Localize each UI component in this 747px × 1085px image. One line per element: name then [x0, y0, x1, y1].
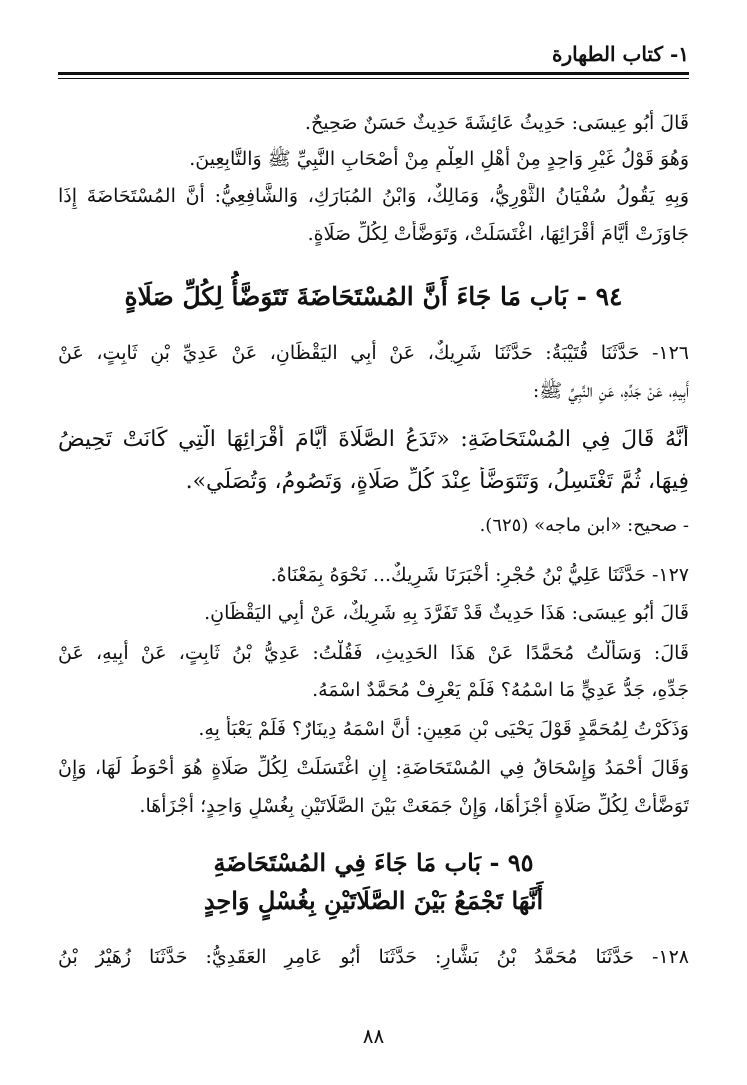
running-header-title: ١- كتاب الطهارة	[552, 42, 689, 66]
text-line: وَقَالَ أَحْمَدُ وَإِسْحَاقُ فِي المُسْتَحَاضَةِ: إِنِ اغْتَسَلَتْ لِكُلِّ صَلَاةٍ هُوَ أَحْوَطُ لَهَا، وَإِنْ	[58, 757, 689, 779]
text-line: جَدِّهِ، جَدُّ عَدِيٍّ مَا اسْمُهُ؟ فَلَمْ يَعْرِفْ مُحَمَّدٌ اسْمَهُ.	[312, 679, 689, 701]
page-number: ٨٨	[362, 1024, 385, 1048]
header-rule-thin	[58, 78, 689, 79]
text-line: تَوَضَّأَتْ لِكُلِّ صَلَاةٍ أَجْزَأَهَا، وَإِنْ جَمَعَتْ بَيْنَ الصَّلَاتَيْنِ بِغُسْلٍ وَاحِدٍ؛ أَجْزَأَهَا.	[139, 795, 689, 817]
grading-note: - صحيح: «ابن ماجه» (٦٢٥).	[479, 515, 689, 536]
chapter-heading-95-line2: أَنَّهَا تَجْمَعُ بَيْنَ الصَّلَاتَيْنِ بِغُسْلٍ وَاحِدٍ	[203, 886, 544, 915]
text-line: قَالَ أَبُو عِيسَى: هَذَا حَدِيثٌ قَدْ تَفَرَّدَ بِهِ شَرِيكٌ، عَنْ أَبِي اليَقْظَانِ.	[204, 602, 689, 624]
hadith-matn-line: أَنَّهُ قَالَ فِي المُسْتَحَاضَةِ: «تَدَعُ الصَّلَاةَ أَيَّامَ أَقْرَائِهَا الَّتِي كَانَتْ تَحِيضُ	[58, 427, 689, 452]
text-line: وَبِهِ يَقُولُ سُفْيَانُ الثَّوْرِيُّ، وَمَالِكٌ، وَابْنُ المُبَارَكِ، وَالشَّافِعِيُّ: أَنَّ المُسْتَحَاضَةَ إِذَا	[58, 185, 689, 207]
text-line: وَذَكَرْتُ لِمُحَمَّدٍ قَوْلَ يَحْيَى بْنِ مَعِينٍ: أَنَّ اسْمَهُ دِينَارٌ؟ فَلَمْ يَعْبَأْ بِهِ.	[198, 718, 689, 740]
hadith-128-line: ١٢٨- حَدَّثَنَا مُحَمَّدُ بْنُ بَشَّارٍ: حَدَّثَنَا أَبُو عَامِرٍ العَقَدِيُّ: حَدَّثَنَا زُهَيْرُ بْنُ	[58, 946, 689, 968]
text-line: وَهُوَ قَوْلُ غَيْرِ وَاحِدٍ مِنْ أَهْلِ العِلْمِ مِنْ أَصْحَابِ النَّبِيِّ ﷺ وَالتَّابِعِينَ.	[189, 148, 689, 170]
text-line: قَالَ أَبُو عِيسَى: حَدِيثُ عَائِشَةَ حَدِيثٌ حَسَنٌ صَحِيحٌ.	[304, 112, 689, 134]
chapter-heading-94: ٩٤ - بَاب مَا جَاءَ أَنَّ المُسْتَحَاضَةَ تَتَوَضَّأُ لِكُلِّ صَلَاةٍ	[124, 282, 623, 311]
hadith-127-line: ١٢٧- حَدَّثَنَا عَلِيُّ بْنُ حُجْرٍ: أَخْبَرَنَا شَرِيكٌ... نَحْوَهُ بِمَعْنَاهُ.	[270, 564, 689, 586]
hadith-matn-line: فِيهَا، ثُمَّ تَغْتَسِلُ، وَتَتَوَضَّأُ عِنْدَ كُلِّ صَلَاةٍ، وَتَصُومُ، وَتُصَلِّي».	[185, 469, 689, 494]
header-rule-thick	[58, 72, 689, 75]
text-line: جَاوَزَتْ أَيَّامَ أَقْرَائِهَا، اغْتَسَلَتْ، وَتَوَضَّأَتْ لِكُلِّ صَلَاةٍ.	[307, 223, 689, 245]
hadith-126-line: ١٢٦- حَدَّثَنَا قُتَيْبَةُ: حَدَّثَنَا شَرِيكٌ، عَنْ أَبِي اليَقْظَانِ، عَنْ عَدِيِّ بْنِ ثَابِتٍ، عَنْ	[58, 342, 689, 364]
text-line: قَالَ: وَسَأَلْتُ مُحَمَّدًا عَنْ هَذَا الحَدِيثِ، فَقُلْتُ: عَدِيُّ بْنُ ثَابِتٍ، عَنْ أَبِيهِ، عَنْ	[58, 642, 689, 664]
hadith-126-line: أَبِيهِ، عَنْ جَدِّهِ، عَنِ النَّبِيِّ ﷺ:	[532, 380, 689, 402]
chapter-heading-95-line1: ٩٥ - بَاب مَا جَاءَ فِي المُسْتَحَاضَةِ	[213, 848, 534, 877]
